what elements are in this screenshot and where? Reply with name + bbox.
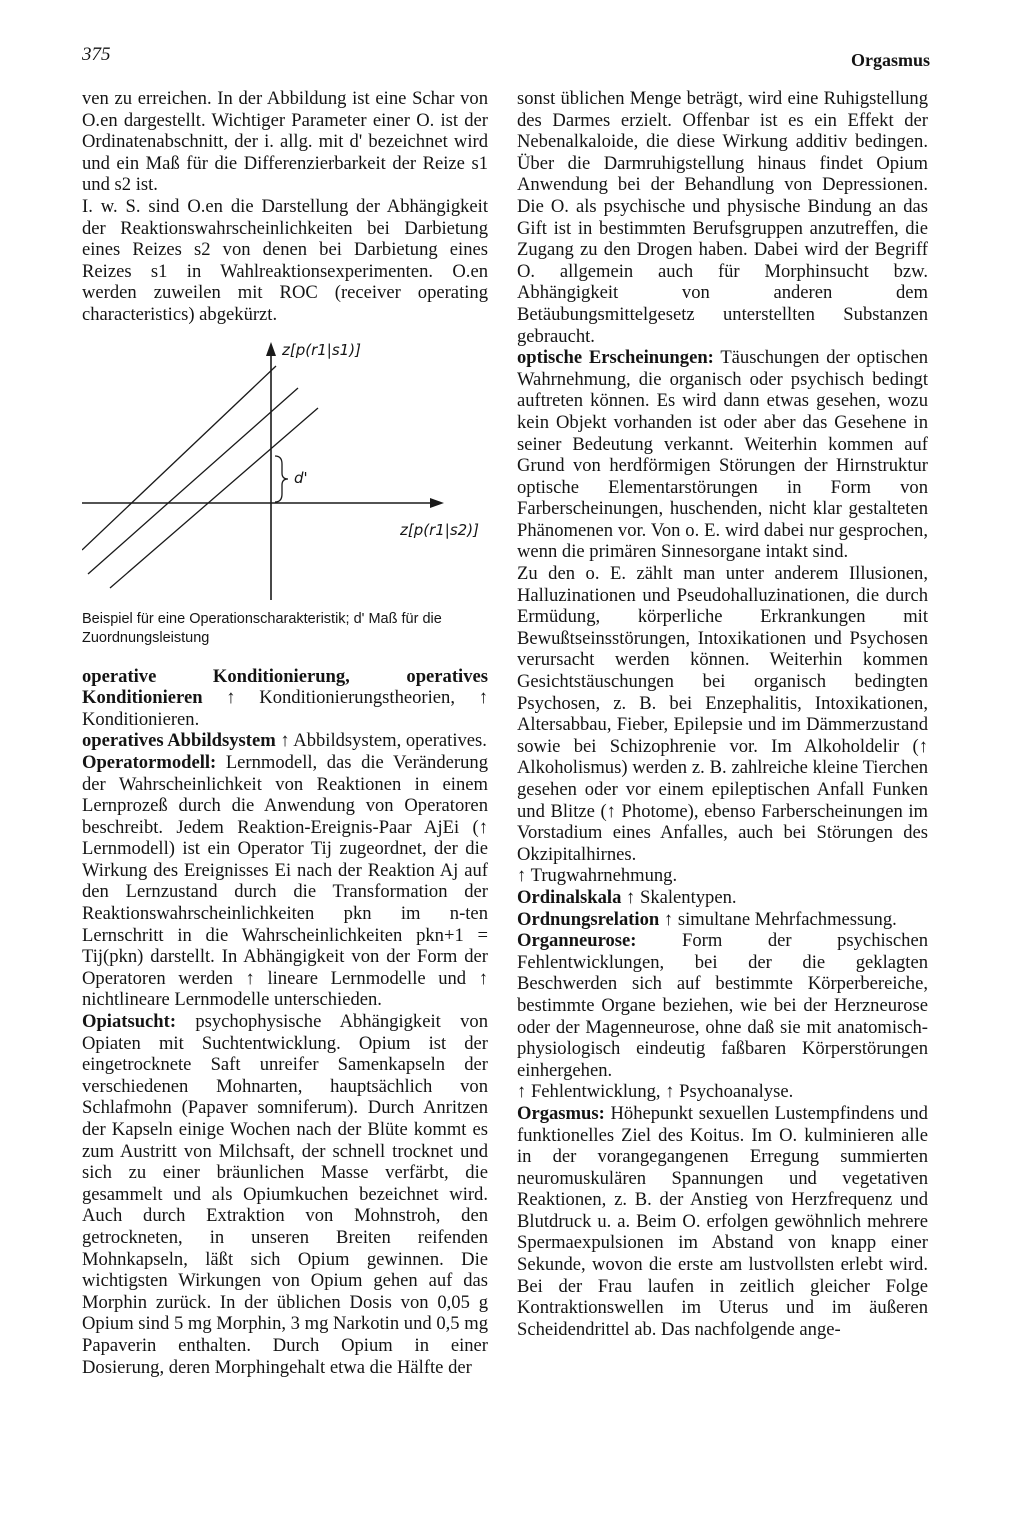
figure-caption: Beispiel für eine Operationscharakteristik; d' Maß für die Zuordnungsleistung — [82, 610, 442, 646]
roc-figure — [82, 336, 488, 602]
paragraph: Zu den o. E. zählt man unter anderem Illusionen, Halluzinationen und Pseudohalluzinationen, die durch Ermüdung, körperliche Erkrankungen mit Bewußtseinsstörungen, Intoxikationen und Psychosen verursacht werden können. Weiterhin kommen Gesichtstäuschungen bei organisch bedingten Psychosen, z. B. bei Enzephalitis, Intoxikationen, Altersabbau, Fieber, Epilepsie und im Dämmerzustand sowie bei Schizophrenie vor. Im Alkoholdelir (↑ Alkoholismus) werden z. B. zahlreiche kleine Tierchen gesehen oder vor einem epileptischen Anfall Funken und Blitze (↑ Photome), ebenso Farberscheinungen im Vorstadium eines Anfalles, auch bei Störungen des Okzipitalhirnes. — [517, 563, 928, 865]
cross-reference: ↑ Fehlentwicklung, ↑ Psychoanalyse. — [517, 1081, 794, 1103]
y-axis-arrow — [266, 342, 276, 356]
d-prime-brace — [275, 456, 288, 502]
left-column — [82, 88, 488, 1378]
entry-text: psychophysische Abhängigkeit von Opiaten mit Suchtentwicklung. Opium ist der eingetrocknete Saft unreifer Samenkapseln der verschiedenen Mohnarten, hauptsächlich von Schlafmohn (Papaver somniferum). Durch Anritzen der Kapseln einige Wochen nach der Blüte kommt es zum Austritt von Milchsaft, der schnell trocknet und sich zu einer bräunlichen Masse verfärbt, die gesammelt und als Opiumkuchen bezeichnet wird. Auch durch Extraktion von Mohnstroh, den getrockneten, in unseren Breiten reifenden Mohnkapseln, läßt sich Opium gewinnen. Die wichtigsten Wirkungen von Opium gehen auf das Morphin zurück. In der üblichen Dosis von 0,05 g Opium sind 5 mg Morphin, 3 mg Narkotin und 0,5 mg Papaverin enthalten. Durch Opium in einer Dosierung, deren Morphingehalt etwa die Hälfte der — [82, 1011, 488, 1378]
entry-text: ↑ Skalentypen. — [626, 886, 737, 908]
entry-operative-konditionierung — [82, 666, 488, 731]
entry-operatormodell — [82, 752, 488, 1011]
roc-curve — [88, 388, 298, 574]
roc-diagram — [82, 336, 488, 602]
entry-orgasmus — [517, 1103, 928, 1341]
paragraph: sonst üblichen Menge beträgt, wird eine Ruhigstellung des Darmes erzielt. Offenbar ist es ein Effekt der Nebenalkaloide, die diese Wirkung additiv bedingen. Über die Darmruhigstellung hinaus findet Opium Anwendung bei der Behandlung von Depressionen. Die O. als psychische und physische Bindung an das Gift ist in bestimmten Berufsgruppen anzutreffen, die Zugang zu den Drogen haben. Dabei wird der Begriff O. allgemein auch für Morphinsucht bzw. Abhängigkeit von anderen dem Betäubungsmittelgesetz unterstellten Substanzen gebraucht. — [517, 88, 928, 347]
headword: optische Erscheinungen: — [517, 347, 714, 369]
entry-text: ↑ simultane Mehrfachmessung. — [663, 908, 897, 930]
paragraph: ven zu erreichen. In der Abbildung ist eine Schar von O.en dargestellt. Wichtiger Parameter einer O. ist der Ordinatenabschnitt, der i. allg. mit d' bezeichnet wird und ein Maß für die Differenzierbarkeit der Reize s1 und s2 ist. — [82, 88, 488, 196]
right-column — [517, 88, 928, 1340]
entry-text: Täuschungen der optischen Wahrnehmung, die organisch oder psychisch bedingt auftreten können. Es wird dann etwas gesehen, wozu kein Objekt vorhanden ist oder aber das Gesehene in seiner Bedeutung verkannt. Weiterhin kommen auf Grund von herdförmigen Störungen der Hirnstruktur optische Elementarstörungen in Form von Farberscheinungen, huschenden, nicht klar gestalteten Phänomenen vor. Von o. E. wird dabei nur gesprochen, wenn die primären Sinnesorgane intakt sind. — [517, 347, 928, 563]
entry-organneurose — [517, 930, 928, 1081]
x-axis-label: z[p(r1|s2)] — [400, 520, 479, 539]
entry-text: Höhepunkt sexuellen Lustempfindens und funktionelles Ziel des Koitus. Im O. kulminieren alle in der vorangegangenen Erregung summierten neuromuskulären Spannungen und vegetativen Reaktionen, z. B. der Anstieg von Herzfrequenz und Blutdruck u. a. Beim O. erfolgen gewöhnlich mehrere Spermaexpulsionen im Abstand von knapp einer Sekunde, wovon die erste am lustvollsten erlebt wird. Bei der Frau laufen in zeitlich gleicher Folge Kontraktionswellen im Uterus und im äußeren Scheidendrittel ab. Das nachfolgende ange- — [517, 1102, 928, 1340]
entry-text: ↑ Abbildsystem, operatives. — [280, 730, 487, 752]
running-head: Orgasmus — [850, 50, 930, 70]
y-axis-label: z[p(r1|s1)] — [282, 340, 361, 359]
entry-optische-erscheinungen — [517, 347, 928, 563]
headword: operative Konditionierung, operatives Konditionieren — [82, 665, 488, 709]
paragraph: I. w. S. sind O.en die Darstellung der Abhängigkeit der Reaktionswahrscheinlichkeiten bei Darbietung eines Reizes s2 von denen bei Darbietung eines Reizes s1 in Wahlreaktionsexperimenten. O.en werden zuweilen mit ROC (receiver operating characteristics) abgekürzt. — [82, 195, 488, 325]
headword: Operatormodell: — [82, 751, 217, 773]
headword: Ordinalskala — [517, 886, 622, 908]
d-prime-label: d' — [294, 468, 308, 487]
headword: operatives Abbildsystem — [82, 730, 276, 752]
entry-text: Lernmodell, das die Veränderung der Wahrscheinlichkeit von Reaktionen in einem Lernprozeß durch die Anwendung von Operatoren beschreibt. Jedem Reaktion-Ereignis-Paar AjEi (↑ Lernmodell) ist ein Operator Tij zugeordnet, der die Wirkung des Ereignisses Ei nach der Reaktion Aj auf den Lernzustand durch die Transformation der Reaktionswahrscheinlichkeiten pkn im n-ten Lernschritt in die Wahrscheinlichkeiten pkn+1 = Tij(pkn) darstellt. In Abhängigkeit von der Form der Operatoren werden ↑ lineare Lernmodelle und ↑ nichtlineare Lernmodelle unterschieden. — [82, 751, 488, 1011]
entry-text: Form der psychischen Fehlentwicklungen, bei der die geklagten Beschwerden sich auf bestimmte Körperbereiche, bestimmte Organe beziehen, wie bei der Herzneurose oder der Magenneurose, ohne daß sie mit anatomisch-physiologisch eindeutig faßbaren Körperstörungen einhergehen. — [517, 930, 928, 1081]
entry-opiatsucht — [82, 1011, 488, 1378]
headword: Ordnungsrelation — [517, 908, 660, 930]
entry-operatives-abbildsystem — [82, 730, 488, 752]
cross-reference: ↑ Trugwahrnehmung. — [517, 865, 678, 887]
entry-text: ↑ Konditionierungstheorien, ↑ Konditionieren. — [82, 687, 488, 730]
x-axis-arrow — [430, 498, 444, 508]
headword: Organneurose: — [517, 930, 637, 952]
headword: Orgasmus: — [517, 1102, 605, 1124]
roc-curve — [110, 408, 318, 588]
page-number: 375 — [82, 44, 111, 65]
entry-ordnungsrelation — [517, 909, 928, 931]
headword: Opiatsucht: — [82, 1011, 177, 1033]
entry-ordinalskala — [517, 887, 928, 909]
roc-curve — [82, 366, 276, 550]
